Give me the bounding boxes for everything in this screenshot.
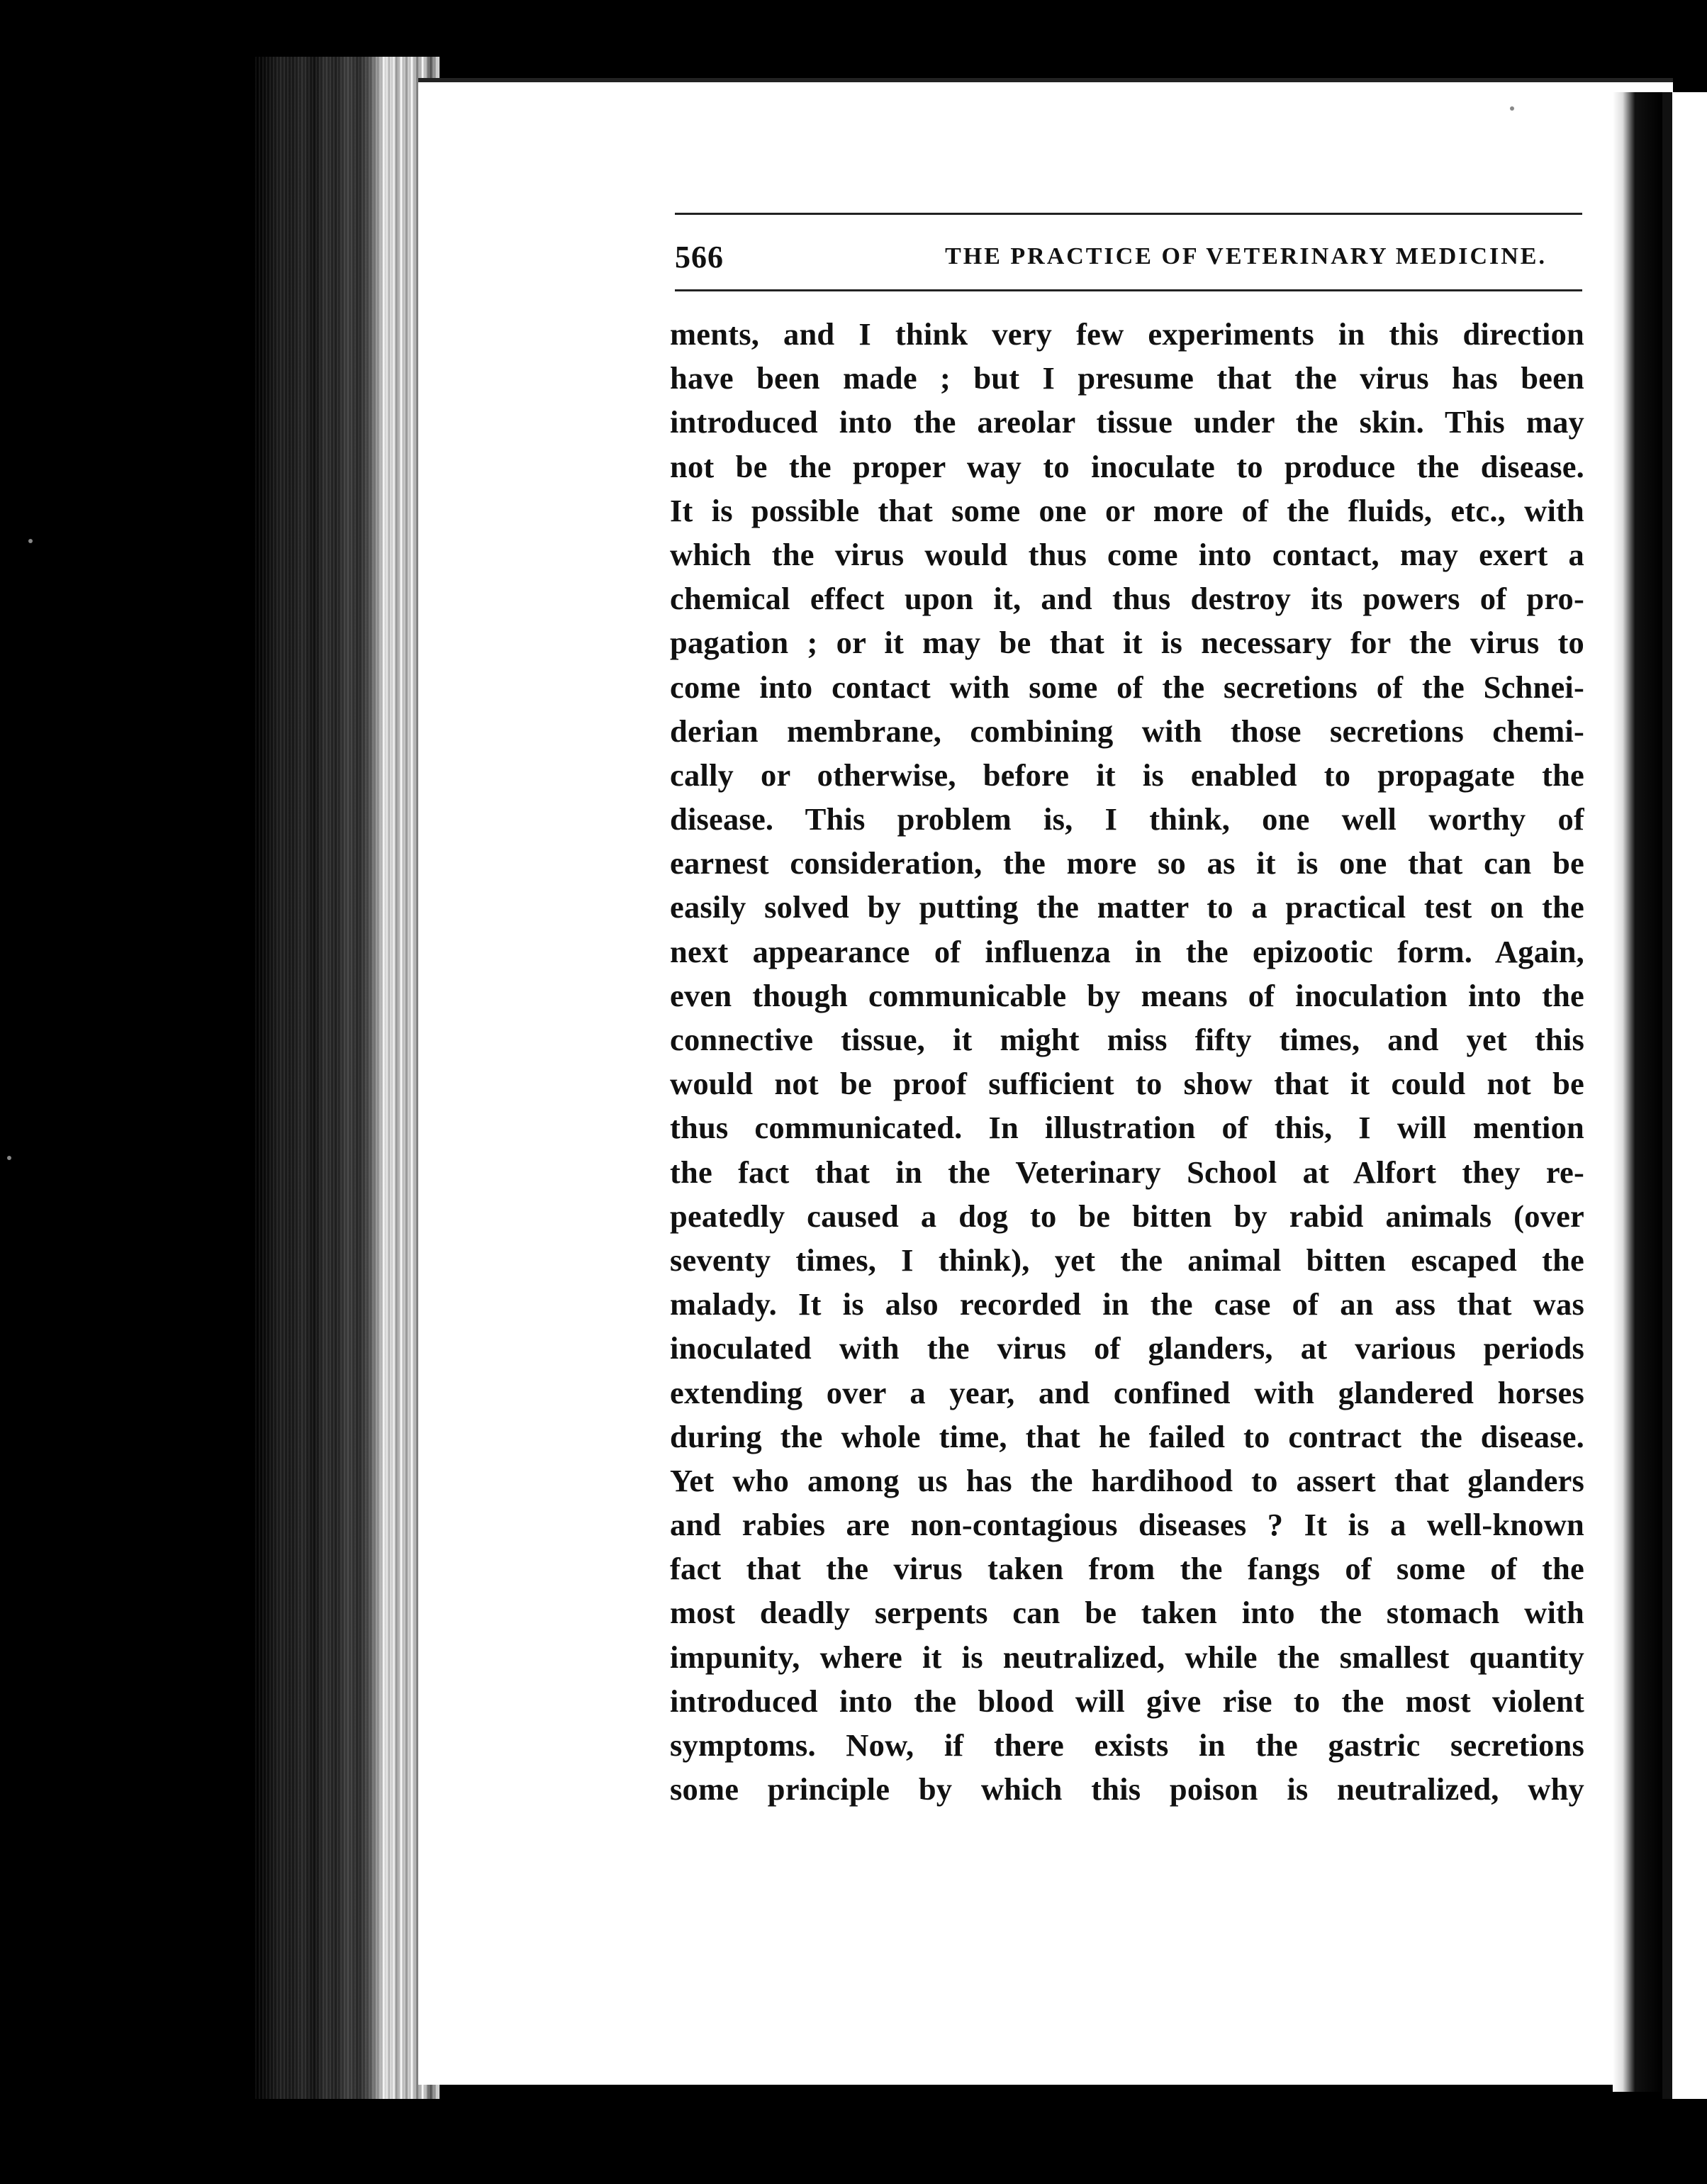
text-line: impunity, where it is neutralized, while the smallest quantity	[670, 1639, 1584, 1675]
text-line: introduced into the areolar tissue under the skin. This may	[670, 404, 1584, 440]
text-line: earnest consideration, the more so as it is one that can be	[670, 845, 1584, 881]
text-line: It is possible that some one or more of the fluids, etc., with	[670, 492, 1584, 528]
page-right-shadow	[1613, 92, 1662, 2092]
text-line: thus communicated. In illustration of this, I will mention	[670, 1110, 1584, 1146]
text-line: malady. It is also recorded in the case of an ass that was	[670, 1286, 1584, 1322]
text-line: inoculated with the virus of glanders, at various periods	[670, 1330, 1584, 1366]
text-line: which the virus would thus come into contact, may exert a	[670, 536, 1584, 572]
text-line: come into contact with some of the secretions of the Schnei-	[670, 669, 1584, 705]
text-line: not be the proper way to inoculate to produce the disease.	[670, 448, 1584, 484]
text-line: some principle by which this poison is neutralized, why	[670, 1771, 1584, 1807]
text-line: have been made ; but I presume that the virus has been	[670, 360, 1584, 396]
text-line: extending over a year, and confined with glandered horses	[670, 1374, 1584, 1410]
text-line: during the whole time, that he failed to contract the disease.	[670, 1418, 1584, 1454]
body-text	[670, 312, 1584, 1811]
text-line: most deadly serpents can be taken into the stomach with	[670, 1595, 1584, 1631]
text-line: the fact that in the Veterinary School at Alfort they re-	[670, 1154, 1584, 1190]
text-line: Yet who among us has the hardihood to assert that glanders	[670, 1462, 1584, 1498]
text-line: symptoms. Now, if there exists in the gastric secretions	[670, 1727, 1584, 1763]
next-page-edge	[1662, 92, 1707, 2099]
text-line: seventy times, I think), yet the animal bitten escaped the	[670, 1242, 1584, 1278]
text-line: next appearance of influenza in the epizootic form. Again,	[670, 933, 1584, 969]
margin-speck	[7, 1156, 11, 1160]
text-line: introduced into the blood will give rise to the most violent	[670, 1683, 1584, 1719]
text-line: easily solved by putting the matter to a practical test on the	[670, 889, 1584, 925]
text-line: disease. This problem is, I think, one well worthy of	[670, 801, 1584, 837]
text-line: peatedly caused a dog to be bitten by rabid animals (over	[670, 1198, 1584, 1234]
text-line: ments, and I think very few experiments in this direction	[670, 316, 1584, 352]
margin-speck	[1510, 106, 1514, 111]
book-page-edges	[255, 57, 440, 2099]
text-line: chemical effect upon it, and thus destroy its powers of pro-	[670, 581, 1584, 617]
page-number: 566	[675, 239, 724, 274]
text-line: pagation ; or it may be that it is necessary for the virus to	[670, 625, 1584, 661]
text-line: connective tissue, it might miss fifty times, and yet this	[670, 1022, 1584, 1057]
text-line: even though communicable by means of inoculation into the	[670, 977, 1584, 1013]
margin-speck	[28, 539, 33, 543]
text-line: derian membrane, combining with those secretions chemi-	[670, 713, 1584, 749]
text-line: would not be proof sufficient to show that it could not be	[670, 1066, 1584, 1102]
header-rule-bottom	[675, 289, 1582, 291]
header-rule-top	[675, 213, 1582, 215]
page-header	[675, 221, 1575, 292]
text-line: fact that the virus taken from the fangs of some of the	[670, 1551, 1584, 1587]
running-head: THE PRACTICE OF VETERINARY MEDICINE.	[945, 243, 1547, 269]
text-line: and rabies are non-contagious diseases ? It is a well-known	[670, 1507, 1584, 1543]
text-line: cally or otherwise, before it is enabled to propagate the	[670, 757, 1584, 793]
